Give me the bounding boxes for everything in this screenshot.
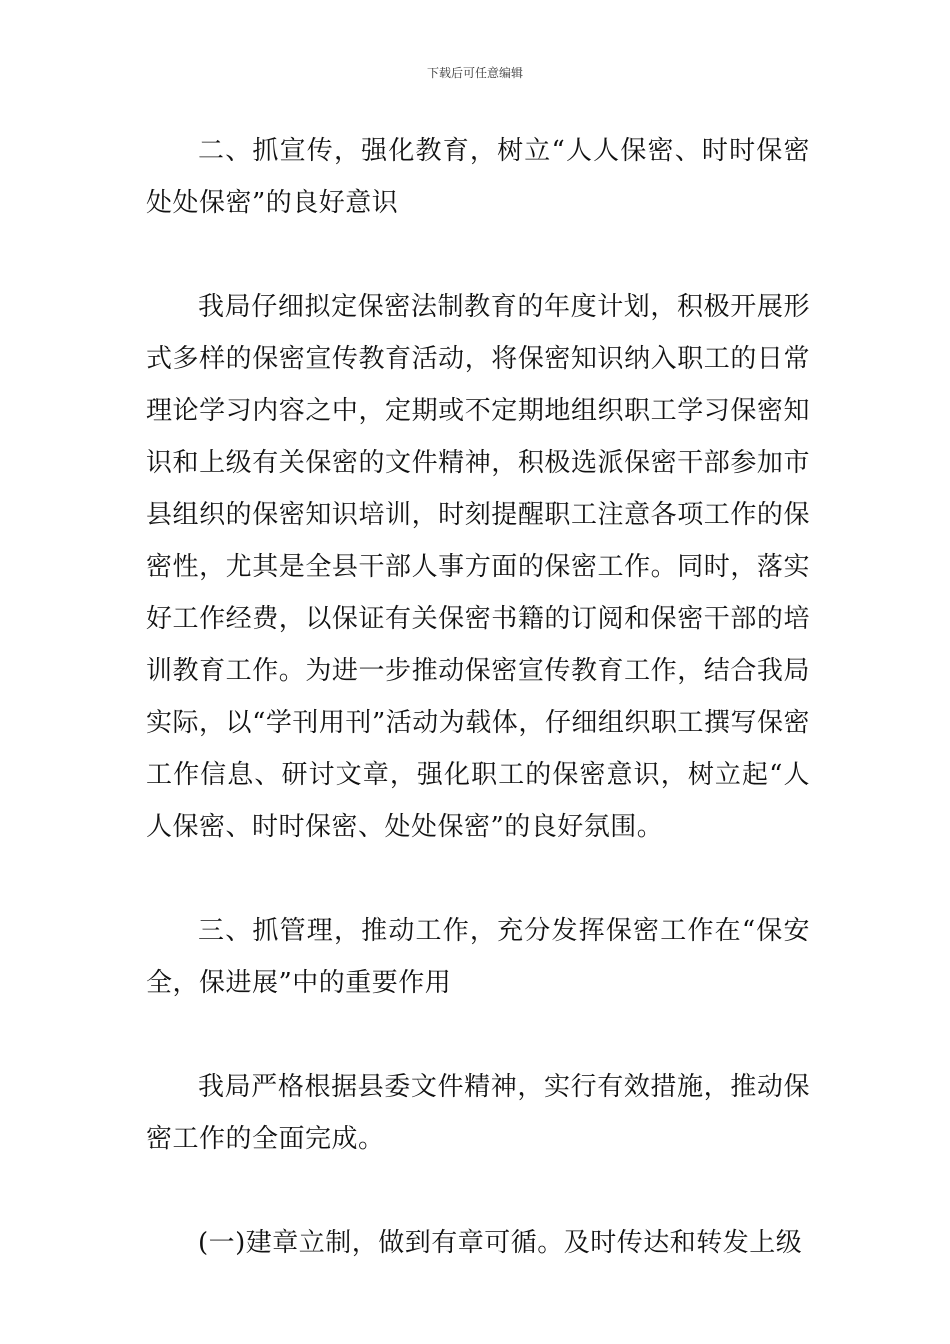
paragraph-body: 我局仔细拟定保密法制教育的年度计划，积极开展形式多样的保密宣传教育活动，将保密知识纳入职工的日常理论学习内容之中，定期或不定期地组织职工学习保密知识和上级有关保密的文件精神，积极选派保密干部参加市县组织的保密知识培训，时刻提醒职工注意各项工作的保密性，尤其是全县干部人事方面的保密工作。同时，落实好工作经费，以保证有关保密书籍的订阅和保密干部的培训教育工作。为进一步推动保密宣传教育工作，结合我局实际，以“学刊用刊”活动为载体，仔细组织职工撰写保密工作信息、研讨文章，强化职工的保密意识，树立起“人人保密、时时保密、处处保密”的良好氛围。 [146,292,810,842]
section-heading-3: 三、抓管理，推动工作，充分发挥保密工作在“保安全，保进展”中的重要作用 [146,916,810,998]
section-heading-2: 二、抓宣传，强化教育，树立“人人保密、时时保密处处保密”的良好意识 [146,136,810,218]
page-header: 下载后可任意编辑 [426,66,523,80]
document-body [146,125,810,1269]
paragraph-body: 我局严格根据县委文件精神，实行有效措施，推动保密工作的全面完成。 [146,1072,810,1154]
paragraph-body: (一)建章立制，做到有章可循。及时传达和转发上级 [198,1228,803,1258]
